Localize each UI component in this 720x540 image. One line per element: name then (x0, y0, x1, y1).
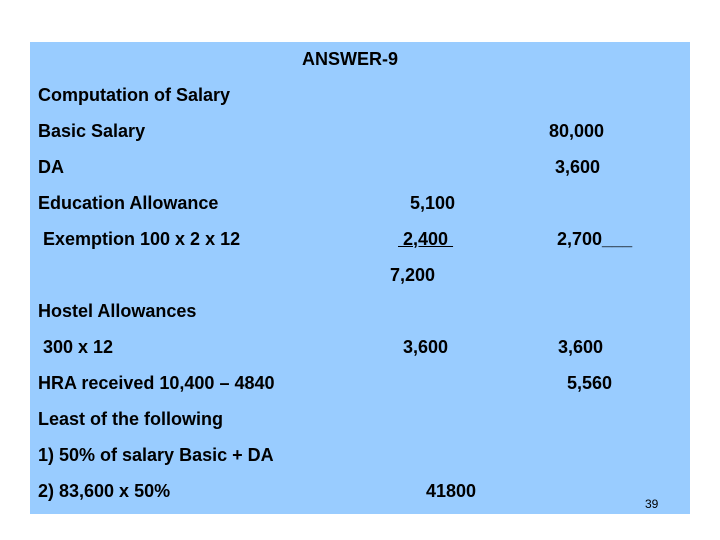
computation-heading: Computation of Salary (38, 85, 231, 105)
education-allowance-mid: 5,100 (410, 193, 456, 213)
hostel-calc-label: 300 x 12 (38, 337, 114, 357)
education-allowance-label: Education Allowance (38, 193, 219, 213)
option-1-label: 1) 50% of salary Basic + DA (38, 445, 274, 465)
exemption-mid: 2,400 (398, 229, 454, 249)
hra-amount: 5,560 (567, 373, 613, 393)
hostel-allowances-label: Hostel Allowances (38, 301, 197, 321)
da-label: DA (38, 157, 64, 177)
hostel-amount: 3,600 (558, 337, 604, 357)
exemption-amount (557, 228, 632, 250)
subtotal-amount: 7,200 (390, 265, 436, 285)
least-of-following-label: Least of the following (38, 409, 223, 429)
basic-salary-amount: 80,000 (549, 121, 605, 141)
da-amount: 3,600 (555, 157, 601, 177)
option-2-mid: 41800 (426, 481, 477, 501)
slide-title: ANSWER-9 (302, 49, 399, 69)
basic-salary-label: Basic Salary (38, 121, 146, 141)
exemption-label: Exemption 100 x 2 x 12 (38, 229, 241, 249)
hostel-mid: 3,600 (403, 337, 449, 357)
option-2-label: 2) 83,600 x 50% (38, 481, 171, 501)
exemption-amount-value: 2,700 (557, 229, 603, 249)
hra-label: HRA received 10,400 – 4840 (38, 373, 275, 393)
page-number: 39 (645, 497, 659, 511)
exemption-amount-tail: ___ (602, 229, 633, 249)
